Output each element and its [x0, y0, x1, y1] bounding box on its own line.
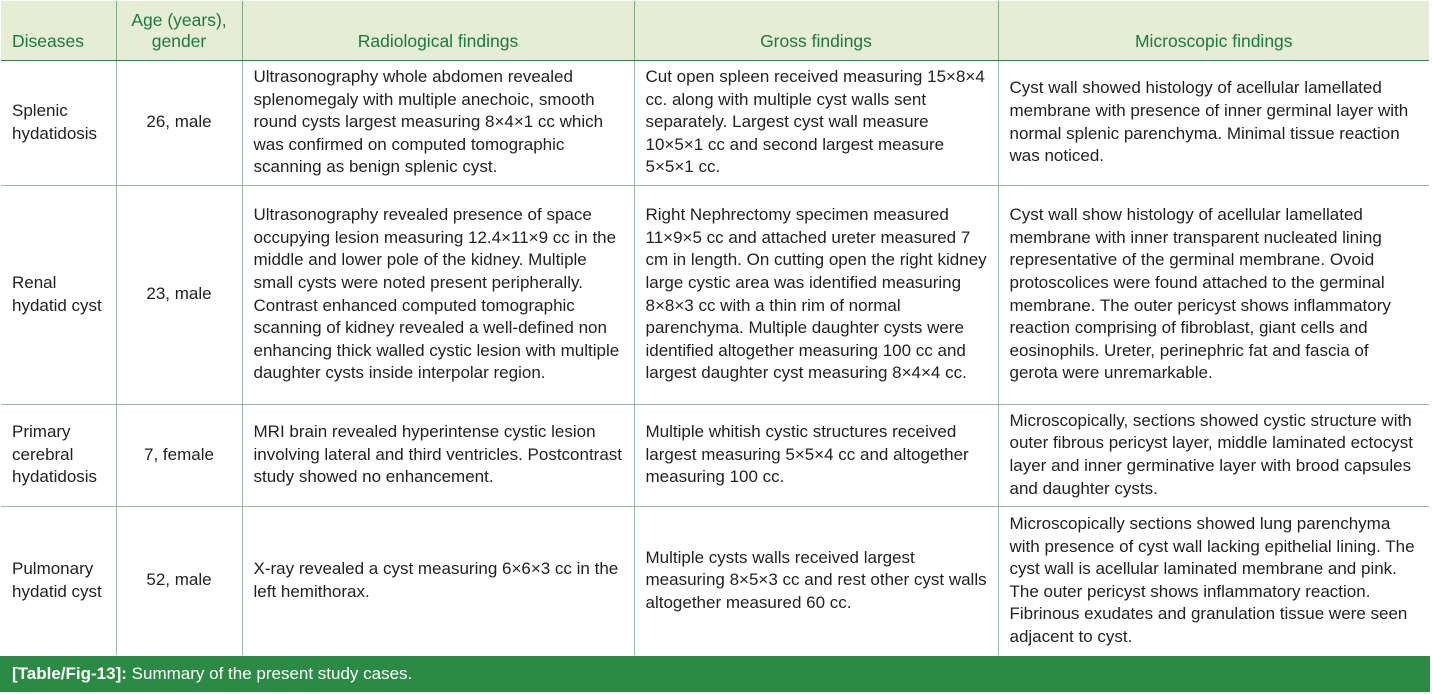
cell-disease: Splenic hydatidosis [1, 60, 116, 185]
caption-label: [Table/Fig-13]: [12, 664, 127, 683]
table-row [1, 404, 1429, 506]
header-diseases: Diseases [1, 1, 116, 60]
cell-radiological: Ultrasonography revealed presence of space occupying lesion measuring 12.4×11×9 cc in the middle and lower pole of the kidney. Multiple small cysts were noted present peripherally. Contrast enhanced computed tomographic scanning of kidney revealed a well-defined non enhancing thick walled cystic lesion with multiple daughter cysts inside interpolar region. [242, 185, 634, 404]
cell-gross: Multiple whitish cystic structures received largest measuring 5×5×4 cc and altogether measuring 100 cc. [634, 404, 998, 506]
cell-gross: Multiple cysts walls received largest measuring 8×5×3 cc and rest other cyst walls altogether measured 60 cc. [634, 506, 998, 655]
figure-caption [0, 656, 1430, 692]
cell-age-gender: 52, male [116, 506, 242, 655]
table-row [1, 506, 1429, 655]
header-microscopic: Microscopic findings [998, 1, 1429, 60]
cell-gross: Right Nephrectomy specimen measured 11×9×5 cc and attached ureter measured 7 cm in length. On cutting open the right kidney large cystic area was identified measuring 8×8×3 cc with a thin rim of normal parenchyma. Multiple daughter cysts were identified altogether measuring 100 cc and largest daughter cyst measuring 8×4×4 cc. [634, 185, 998, 404]
table-header-row [1, 1, 1429, 60]
cell-radiological: X-ray revealed a cyst measuring 6×6×3 cc in the left hemithorax. [242, 506, 634, 655]
cell-radiological: MRI brain revealed hyperintense cystic lesion involving lateral and third ventricles. Postcontrast study showed no enhancement. [242, 404, 634, 506]
caption-text: Summary of the present study cases. [131, 664, 413, 683]
cell-age-gender: 7, female [116, 404, 242, 506]
cell-age-gender: 26, male [116, 60, 242, 185]
table-row [1, 185, 1429, 404]
cell-radiological: Ultrasonography whole abdomen revealed splenomegaly with multiple anechoic, smooth round cysts largest measuring 8×4×1 cc which was confirmed on computed tomographic scanning as benign splenic cyst. [242, 60, 634, 185]
cell-disease: Primary cerebral hydatidosis [1, 404, 116, 506]
table-row [1, 60, 1429, 185]
cell-microscopic: Cyst wall showed histology of acellular lamellated membrane with presence of inner germinal layer with normal splenic parenchyma. Minimal tissue reaction was noticed. [998, 60, 1429, 185]
cell-microscopic: Microscopically, sections showed cystic structure with outer fibrous pericyst layer, middle laminated ectocyst layer and inner germinative layer with brood capsules and daughter cysts. [998, 404, 1429, 506]
header-gross: Gross findings [634, 1, 998, 60]
study-cases-table [1, 1, 1429, 655]
cell-age-gender: 23, male [116, 185, 242, 404]
cell-gross: Cut open spleen received measuring 15×8×4 cc. along with multiple cyst walls sent separately. Largest cyst wall measure 10×5×1 cc and second largest measure 5×5×1 cc. [634, 60, 998, 185]
header-radiological: Radiological findings [242, 1, 634, 60]
cell-disease: Pulmonary hydatid cyst [1, 506, 116, 655]
cell-disease: Renal hydatid cyst [1, 185, 116, 404]
header-age-gender: Age (years), gender [116, 1, 242, 60]
cell-microscopic: Cyst wall show histology of acellular lamellated membrane with inner transparent nucleated lining representative of the germinal membrane. Ovoid protoscolices were found attached to the germinal membrane. The outer pericyst shows inflammatory reaction comprising of fibroblast, giant cells and eosinophils. Ureter, perinephric fat and fascia of gerota were unremarkable. [998, 185, 1429, 404]
cell-microscopic: Microscopically sections showed lung parenchyma with presence of cyst wall lacking epithelial lining. The cyst wall is acellular laminated membrane and pink. The outer pericyst shows inflammatory reaction. Fibrinous exudates and granulation tissue were seen adjacent to cyst. [998, 506, 1429, 655]
